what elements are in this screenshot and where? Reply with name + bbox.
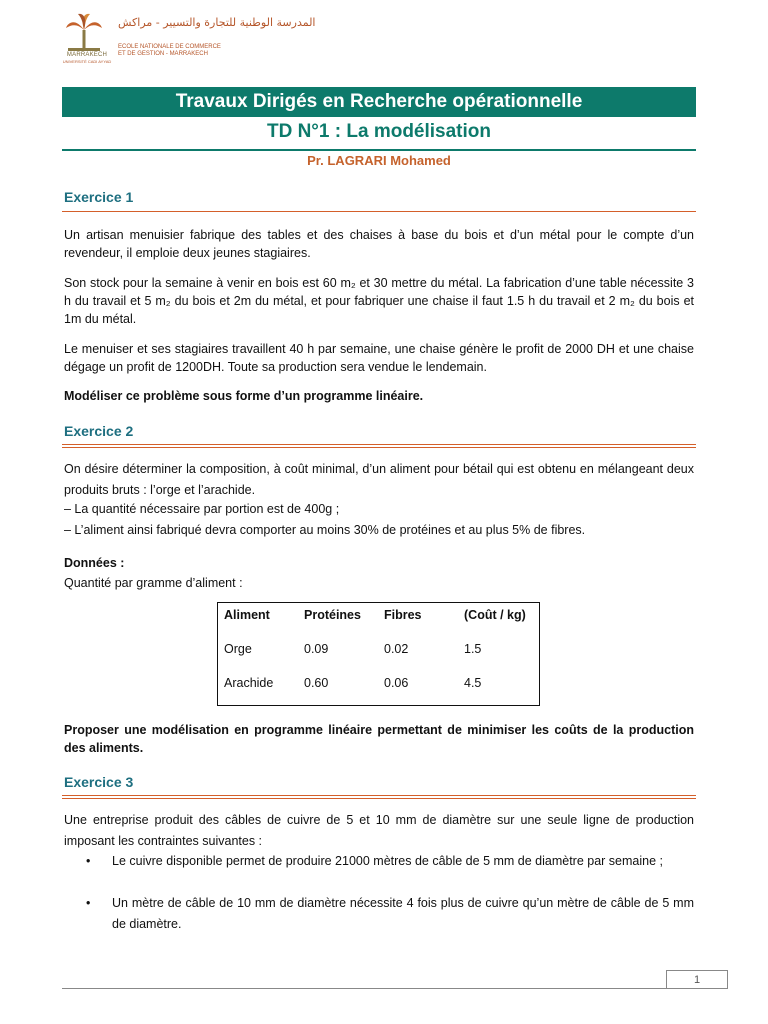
table-header-cout: (Coût / kg): [464, 608, 526, 622]
exercise-2-data-label: Données :: [64, 556, 125, 570]
page-number: 1: [666, 970, 728, 988]
logo-french-line-2: ET DE GESTION - MARRAKECH: [118, 51, 208, 57]
author-name: Pr. LAGRARI Mohamed: [307, 153, 451, 168]
table-row-1-fibres: 0.02: [384, 642, 409, 656]
table-row-1-cout: 1.5: [464, 642, 482, 656]
palm-emblem-icon: [64, 12, 104, 52]
exercise-2-line-2: – L’aliment ainsi fabriqué devra comporter au moins 30% de protéines et au plus 5% de fibres.: [64, 523, 586, 537]
subtitle-divider: [62, 149, 696, 151]
exercise-1-task: Modéliser ce problème sous forme d’un programme linéaire.: [64, 389, 424, 403]
exercise-2-task: Proposer une modélisation en programme linéaire permettant de minimiser les coûts de la production des aliments.: [64, 723, 694, 755]
table-row-1-aliment: Orge: [224, 642, 252, 656]
exercise-1-title: Exercice 1: [64, 189, 134, 205]
nutrition-table: [217, 602, 540, 706]
logo-arabic-name: المدرسة الوطنية للتجارة والتسيير - مراكش: [118, 16, 316, 29]
exercise-1-paragraph-3: Le menuiser et ses stagiaires travaillent 40 h par semaine, une chaise génère le profit de 2000 DH et une chaise dégage un profit de 1200DH. Toute sa production sera vendue le lendemain.: [64, 342, 694, 374]
bullet-dot-icon: •: [86, 854, 91, 868]
exercise-2-quantity-label: Quantité par gramme d’aliment :: [64, 576, 243, 590]
table-header-aliment: Aliment: [224, 608, 270, 622]
logo-french-name: [118, 44, 221, 58]
exercise-2-divider: [62, 444, 696, 448]
table-row-1-proteines: 0.09: [304, 642, 329, 656]
table-row-2-aliment: Arachide: [224, 676, 274, 690]
footer-divider: [62, 988, 728, 989]
exercise-1-paragraph-2: Son stock pour la semaine à venir en bois est 60 m₂ et 30 mettre du métal. La fabrication d’une table nécessite 3 h du travail et 5 m₂ du bois et 2m du métal, et pour fabriquer une chaise il faut 1.5 h du travail et 2 m₂ du bois et 1m du métal.: [64, 276, 694, 326]
table-row-2-cout: 4.5: [464, 676, 482, 690]
table-header-fibres: Fibres: [384, 608, 422, 622]
exercise-2-line-1: – La quantité nécessaire par portion est de 400g ;: [64, 502, 340, 516]
table-header-proteines: Protéines: [304, 608, 361, 622]
exercise-3-title: Exercice 3: [64, 774, 134, 790]
exercise-3-bullet-2-text: Un mètre de câble de 10 mm de diamètre nécessite 4 fois plus de cuivre qu’un mètre de câble de 5 mm de diamètre.: [112, 896, 694, 931]
exercise-3-bullet-1-text: Le cuivre disponible permet de produire 21000 mètres de câble de 5 mm de diamètre par semaine ;: [112, 854, 664, 868]
exercise-1-divider: [62, 211, 696, 212]
logo-french-line-1: ECOLE NATIONALE DE COMMERCE: [118, 44, 221, 50]
logo-city: MARRAKECH: [66, 52, 108, 58]
school-logo: [58, 12, 316, 64]
exercise-2-paragraph-1: On désire déterminer la composition, à coût minimal, d’un aliment pour bétail qui est obtenu en mélangeant deux produits bruts : l’orge et l’arachide.: [64, 462, 694, 497]
table-row-2-proteines: 0.60: [304, 676, 329, 690]
document-title-banner: Travaux Dirigés en Recherche opérationnelle: [62, 87, 696, 117]
document-subtitle: TD N°1 : La modélisation: [266, 121, 491, 142]
exercise-1-paragraph-1: Un artisan menuisier fabrique des tables et des chaises à base du bois et d’un métal pour le compte d’un revendeur, il emploie deux jeunes stagiaires.: [64, 228, 694, 260]
exercise-2-title: Exercice 2: [64, 423, 134, 439]
table-row-2-fibres: 0.06: [384, 676, 409, 690]
exercise-3-paragraph-1: Une entreprise produit des câbles de cuivre de 5 et 10 mm de diamètre sur une seule ligne de production imposant les contraintes suivantes :: [64, 813, 694, 848]
logo-university: UNIVERSITÉ CADI AYYAD: [62, 59, 112, 64]
bullet-dot-icon: •: [86, 896, 91, 910]
exercise-3-divider: [62, 795, 696, 799]
